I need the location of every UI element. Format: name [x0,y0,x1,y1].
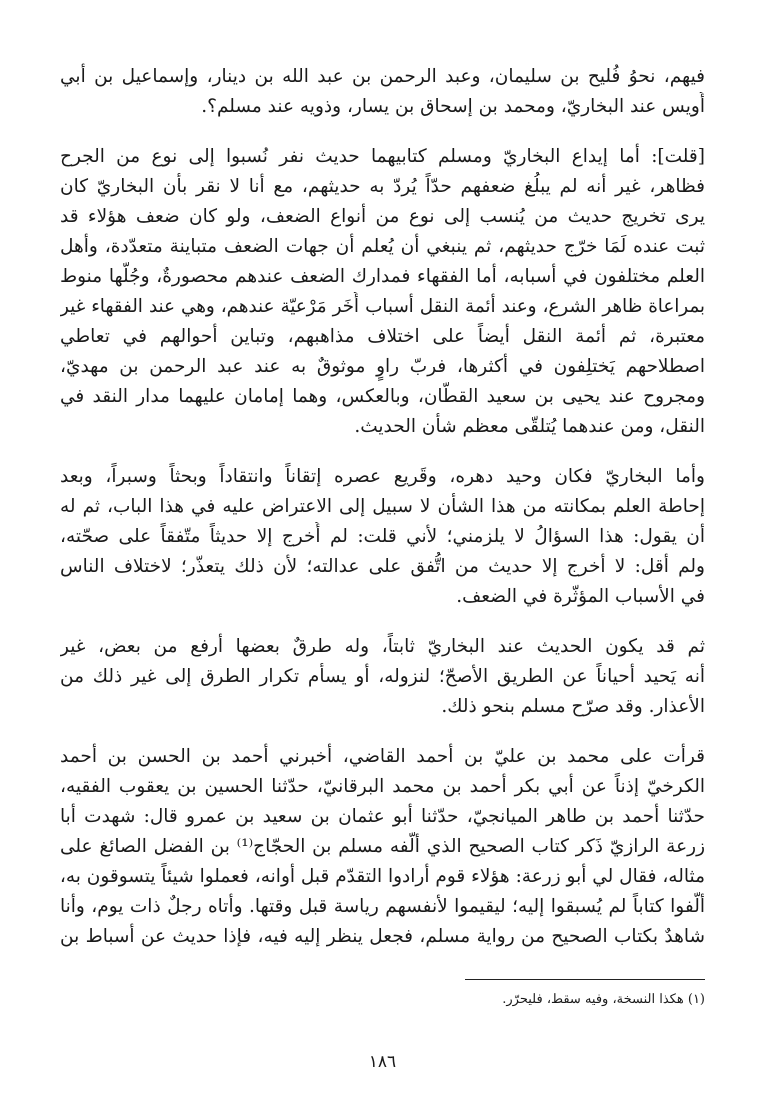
text-line: قرأت على محمد بن عليّ بن أحمد القاضي، أخبرني أحمد بن الحسن بن أحمد [60,746,705,767]
text-line: ثم قد يكون الحديث عند البخاريّ ثابتاً، وله طرقٌ بعضها أرفع من بعض، غير [60,636,705,657]
text-line: ومجروح عند يحيى بن سعيد القطّان، وبالعكس، وهما إمامان عليهما مدار النقد في [60,386,705,407]
text-line: ألّفوا كتاباً لم يُسبقوا إليه؛ ليقيموا لأنفسهم رياسة قبل وقتها. وأتاه رجلٌ ذات يوم، وأنا [60,896,705,917]
text-line: النقل، ومن عندهما يُتلقّى معظم شأن الحديث. [354,416,705,437]
text-line: يرى تخريج حديث من يُنسب إلى نوع من أنواع الضعف، ولو كان ضعف هؤلاء قد [60,206,705,227]
text-line: في الأسباب المؤثّرة في الضعف. [456,586,705,607]
page-body [60,62,705,972]
text-line: ولم أقل: لا أخرج إلا حديث من اتُّفق على عدالته؛ لأن ذلك يتعذّر؛ لاختلاف الناس [60,556,705,577]
text-line: معتبرة، ثم أئمة النقل أيضاً على اختلاف مذاهبهم، وتباين أحوالهم في تعاطي [60,326,705,347]
text-line: الكرخيّ إذناً عن أبي بكر أحمد بن محمد البرقانيّ، حدّثنا الحسين بن يعقوب الفقيه، [60,776,705,797]
page-number: ١٨٦ [368,1052,397,1072]
text-line: العلم مختلفون في أسبابه، أما الفقهاء فمدارك الضعف عندهم محصورةٌ، وجُلُّها منوط [60,266,705,287]
text-line: إحاطة العلم بمكانته من هذا الشأن لا سبيل إلى الاعتراض عليه في هذا الباب، ثم له [60,496,705,517]
text-line: أن يقول: هذا السؤالُ لا يلزمني؛ لأني قلت: لم أُخرج إلا حديثاً متّفقاً على صحّته، [60,526,705,547]
paragraph-5 [60,742,705,952]
text-line: وأما البخاريّ فكان وحيد دهره، وقَريع عصره إتقاناً وانتقاداً وبحثاً وسبراً، وبعد [60,466,705,487]
text-line: حدّثنا أحمد بن طاهر الميانجيّ، حدّثنا أبو عثمان بن سعيد بن عمرو قال: شهدت أبا [60,806,705,827]
paragraph-1 [60,62,705,122]
text-line: زرعة الرازيّ ذَكر كتاب الصحيح الذي ألّفه مسلم بن الحجّاج⁽¹⁾ بن الفضل الصائغ على [60,836,705,857]
text-line: شاهدٌ بكتاب الصحيح من رواية مسلم، فجعل ينظر إليه فيه، فإذا حديث عن أسباط بن [60,926,705,947]
paragraph-3 [60,462,705,612]
text-line: مثاله، فقال لي أبو زرعة: هؤلاء قوم أرادوا التقدّم قبل أوانه، فعملوا شيئاً يتسوقون به، [60,866,705,887]
text-line: بمراعاة ظاهر الشرع، وعند أئمة النقل أسباب أُخَر مَرْعيّة عندهم، وهي عند الفقهاء غير [60,296,705,317]
paragraph-4 [60,632,705,722]
text-line: فيهم، نحوُ فُليح بن سليمان، وعبد الرحمن بن عبد الله بن دينار، وإسماعيل بن أبي [60,66,705,87]
paragraph-2 [60,142,705,442]
text-line: اصطلاحهم يَختلِفون في أكثرها، فربّ راوٍ موثوقٌ به عند عبد الرحمن بن مهديّ، [60,356,705,377]
text-line: [قلت]: أما إيداع البخاريّ ومسلم كتابيهما حديث نفر نُسبوا إلى نوع من الجرح [60,146,705,167]
text-line: أنه يَحيد أحياناً عن الطريق الأصحّ؛ لنزوله، أو يسأم تكرار الطرق إلى غير ذلك من [60,666,705,687]
text-line: أُويس عند البخاريّ، ومحمد بن إسحاق بن يسار، وذويه عند مسلم؟. [201,96,705,117]
footnote: (١) هكذا النسخة، وفيه سقط، فليحرّر. [502,992,705,1007]
text-line: فظاهر، غير أنه لم يبلُغ ضعفهم حدّاً يُردّ به حديثهم، مع أنا لا نقر بأن البخاريّ كان [60,176,705,197]
text-line: الأعذار. وقد صرّح مسلم بنحو ذلك. [441,696,705,717]
text-line: ثبت عنده لَمَا خرّج حديثهم، ثم ينبغي أن يُعلم أن جهات الضعف متباينة متعدّدة، وأهل [60,236,705,257]
footnote-divider [465,979,705,980]
